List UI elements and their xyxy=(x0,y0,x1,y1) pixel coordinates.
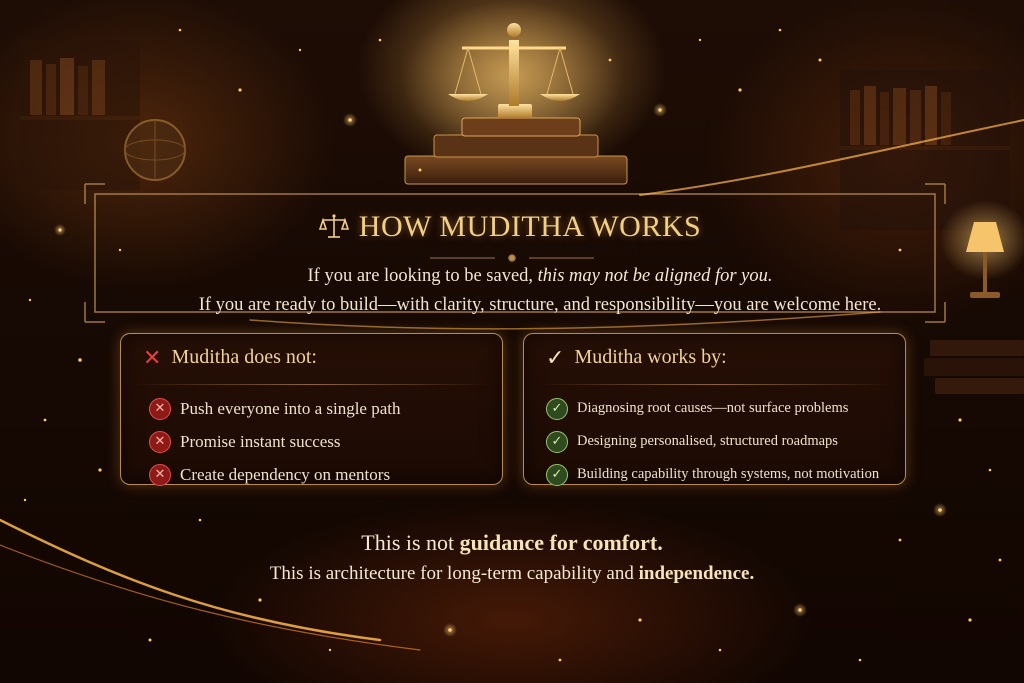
check-badge-icon: ✓ xyxy=(546,398,568,420)
cross-icon: ✕ xyxy=(143,344,162,370)
list-item-text: Push everyone into a single path xyxy=(180,398,401,418)
works-by-list xyxy=(546,392,879,491)
works-by-heading-text: Muditha works by: xyxy=(574,346,727,368)
intro-line-1 xyxy=(130,266,950,287)
intro-line-2: If you are ready to build—with clarity, structure, and responsibility—you are welcome here. xyxy=(198,295,882,315)
list-item-text: Promise instant success xyxy=(180,431,341,451)
works-by-panel xyxy=(523,333,906,485)
panel-divider xyxy=(538,384,891,385)
closing-line-1 xyxy=(112,530,912,556)
list-item-text: Diagnosing root causes—not surface problems xyxy=(577,400,849,416)
list-item xyxy=(149,392,401,425)
list-item-text: Designing personalised, structured roadmaps xyxy=(577,433,838,449)
closing-line-2 xyxy=(112,563,912,585)
closing-line-1-text: This is not xyxy=(361,530,460,555)
panel-divider xyxy=(135,384,488,385)
does-not-panel xyxy=(120,333,503,485)
closing-line-2-text: This is architecture for long-term capability and xyxy=(269,563,639,584)
does-not-list xyxy=(149,392,401,491)
list-item xyxy=(546,425,879,458)
closing-line-1-bold: guidance for comfort. xyxy=(459,530,663,555)
scales-of-justice-icon xyxy=(319,213,349,241)
list-item xyxy=(149,425,401,458)
cross-badge-icon: ✕ xyxy=(149,398,171,420)
cross-badge-icon: ✕ xyxy=(149,464,171,486)
intro-line-1-emphasis: this may not be aligned for you. xyxy=(537,266,773,286)
cross-badge-icon: ✕ xyxy=(149,431,171,453)
intro-line-1-text: If you are looking to be saved, xyxy=(307,266,538,286)
list-item xyxy=(546,392,879,425)
works-by-heading xyxy=(546,346,727,369)
title-row xyxy=(250,207,770,247)
does-not-heading-text: Muditha does not: xyxy=(171,346,317,368)
globe xyxy=(125,120,185,180)
list-item xyxy=(546,458,879,491)
left-bookshelf xyxy=(20,40,140,190)
check-icon: ✓ xyxy=(546,344,565,370)
list-item-text: Create dependency on mentors xyxy=(180,464,391,484)
desk-lamp xyxy=(940,200,1024,298)
check-badge-icon: ✓ xyxy=(546,464,568,486)
check-badge-icon: ✓ xyxy=(546,431,568,453)
hero-scale-books xyxy=(402,0,627,184)
page-title: HOW MUDITHA WORKS xyxy=(358,210,702,243)
list-item-text: Building capability through systems, not motivation xyxy=(577,466,880,482)
right-stacked-books xyxy=(924,340,1024,394)
does-not-heading xyxy=(143,346,317,369)
closing-line-2-bold: independence. xyxy=(638,563,755,584)
list-item xyxy=(149,458,401,491)
